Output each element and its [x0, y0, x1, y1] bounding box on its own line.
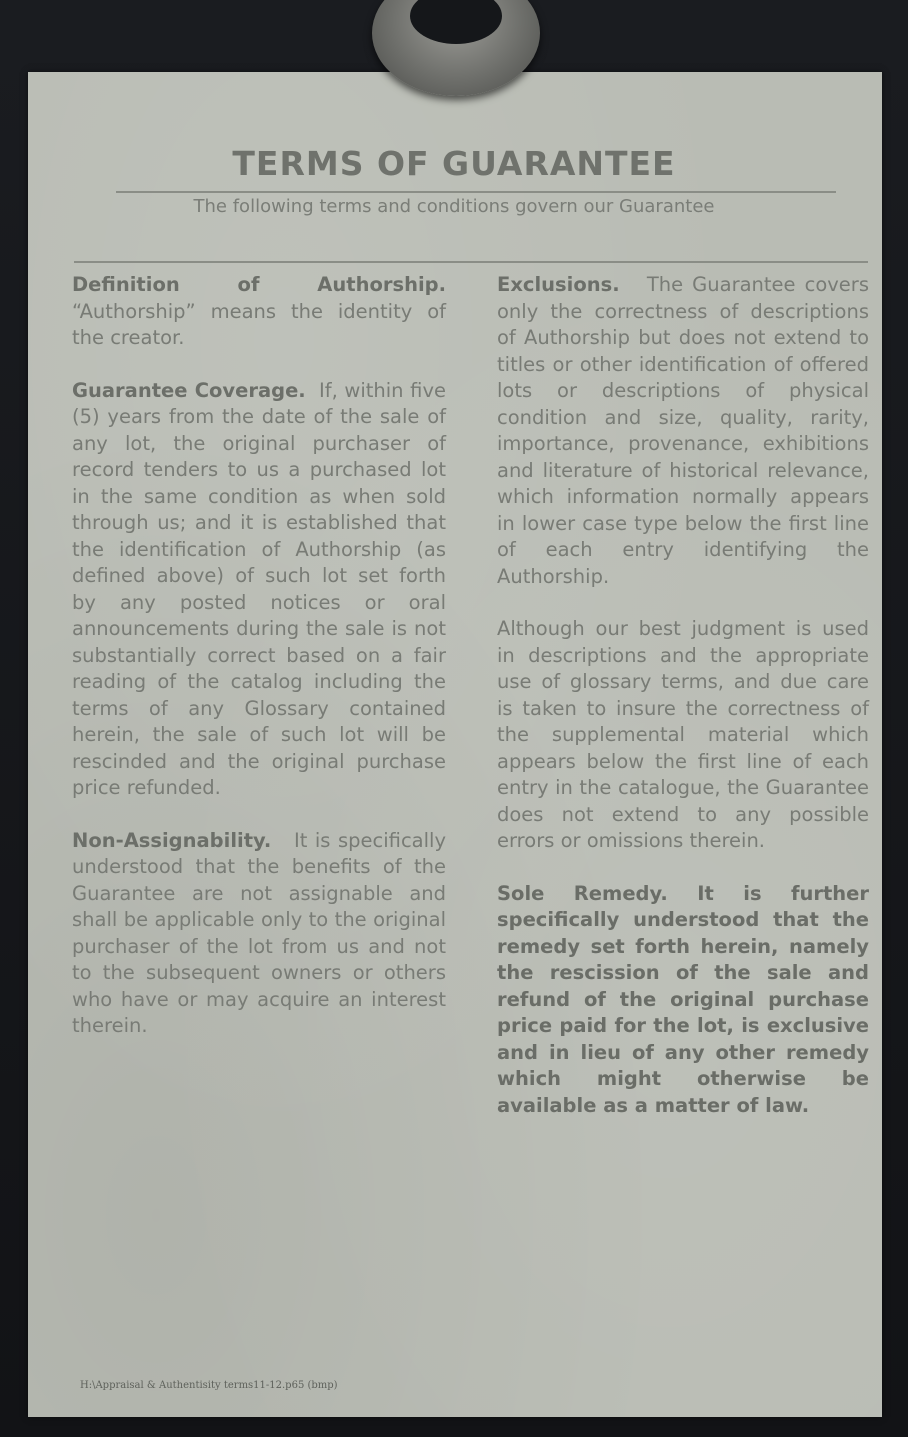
definition-body: “Authorship” means the identity of the creator.	[72, 299, 446, 349]
definition-of-authorship-paragraph	[72, 272, 446, 352]
exclusions-heading: Exclusions.	[497, 273, 620, 296]
non-assignability-body: It is specifically understood that the benefits of the Guarantee are not assignable and shall be applicable only to the original purchaser of the lot from us and not to the subsequent owners or others who have or may acquire an interest therein.	[72, 828, 446, 1037]
document-title: TERMS OF GUARANTEE	[232, 144, 676, 183]
exclusions-body: The Guarantee covers only the correctness of descriptions of Authorship but does not extend to titles or other identification of offered lots or descriptions of physical condition and size, quality, rarity, importance, provenance, exhibitions and literature of historical relevance, which information normally appears in lower case type below the first line of each entry identifying the Authorship.	[497, 273, 869, 588]
exclusions-paragraph	[497, 272, 869, 590]
file-path-footer: H:\Appraisal & Authentisity terms11-12.p65 (bmp)	[80, 1380, 338, 1391]
document-subtitle: The following terms and conditions govern our Guarantee	[193, 196, 715, 217]
coverage-body: If, within five (5) years from the date of the sale of any lot, the original purchaser of record tenders to us a purchased lot in the same condition as when sold through us; and it is established that the identification of Authorship (as defined above) of such lot set forth by any posted notices or oral announcements during the sale is not substantially correct based on a fair reading of the catalog including the terms of any Glossary contained herein, the sale of such lot will be rescinded and the original purchase price refunded.	[72, 378, 446, 799]
left-column	[72, 272, 446, 1066]
title-rule	[116, 191, 836, 193]
right-column	[497, 272, 869, 1145]
sole-remedy-paragraph	[497, 881, 869, 1120]
guarantee-coverage-paragraph	[72, 378, 446, 802]
coverage-heading: Guarantee Coverage.	[72, 378, 306, 402]
sole-remedy-heading: Sole Remedy.	[497, 881, 668, 905]
best-judgment-paragraph	[497, 616, 869, 855]
non-assignability-heading: Non-Assignability.	[72, 828, 272, 852]
sole-remedy-body: It is further specifically understood that the remedy set forth herein, namely the rescission of the sale and refund of the original purchase price paid for the lot, is exclusive and in lieu of any other remedy which might otherwise be available as a matter of law.	[497, 881, 869, 1117]
subtitle-rule	[74, 261, 868, 263]
non-assignability-paragraph	[72, 828, 446, 1040]
definition-heading: Definition of Authorship.	[72, 273, 446, 296]
best-judgment-body: Although our best judgment is used in descriptions and the appropriate use of glossary terms, and due care is taken to insure the correctness of the supplemental material which appears below the first line of each entry in the catalogue, the Guarantee does not extend to any possible errors or omissions therein.	[497, 617, 869, 852]
